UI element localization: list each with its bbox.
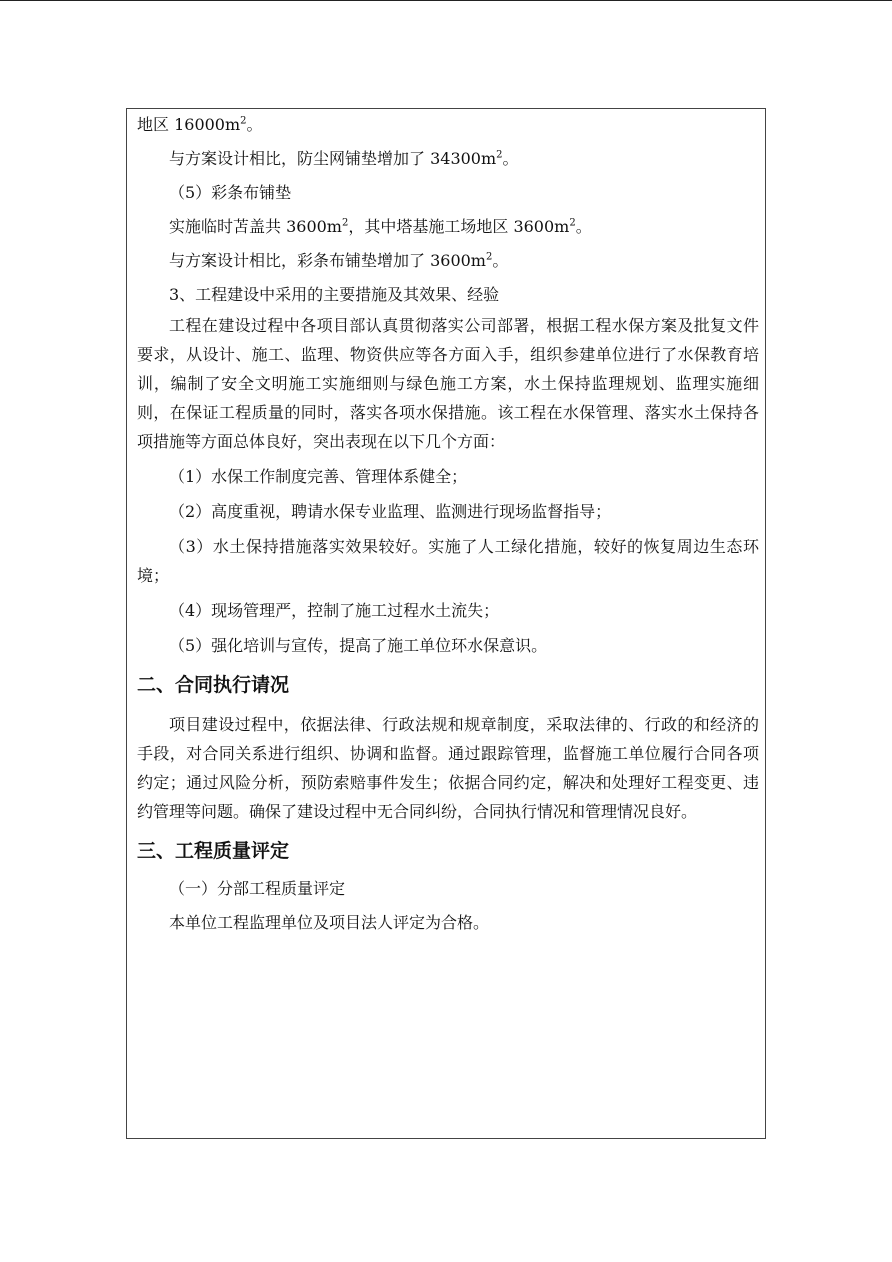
- text-line-dust-net-increase: 与方案设计相比，防尘网铺垫增加了 $34300m^2$。: [169, 149, 519, 168]
- text-line-tarp-increase: 与方案设计相比，彩条布铺垫增加了 $3600m^2$。: [169, 251, 509, 270]
- list-item-1: （1）水保工作制度完善、管理体系健全；: [169, 467, 468, 486]
- text-line-section-3: 3、工程建设中采用的主要措施及其效果、经验: [169, 285, 500, 304]
- list-item-2: （2）高度重视，聘请水保专业监理、监测进行现场监督指导；: [169, 502, 612, 521]
- paragraph-measures: 工程在建设过程中各项目部认真贯彻落实公司部署，根据工程水保方案及批复文件要求，从设计、施工、监理、物资供应等各方面入手，组织参建单位进行了水保教育培训，编制了安全文明施工实施细则与绿色施工方案，水土保持监理规划、监理实施细则，在保证工程质量的同时，落实各项水保措施。该工程在水保管理、落实水土保持各项措施等方面总体良好，突出表现在以下几个方面：: [137, 316, 759, 451]
- list-item-3: （3）水土保持措施落实效果较好。实施了人工绿化措施，较好的恢复周边生态环境；: [137, 537, 759, 585]
- section-heading-quality: 三、工程质量评定: [137, 840, 290, 862]
- document-body: [137, 114, 759, 934]
- list-item-5: （5）强化培训与宣传，提高了施工单位环水保意识。: [169, 636, 548, 655]
- subheading-subsection-quality: （一）分部工程质量评定: [169, 879, 346, 898]
- text-line-area-16000: 地区 $16000m^2$。: [137, 115, 263, 134]
- text-line-quality-result: 本单位工程监理单位及项目法人评定为合格。: [169, 913, 490, 932]
- page-top-rule: [0, 0, 892, 1]
- paragraph-contract: 项目建设过程中，依据法律、行政法规和规章制度，采取法律的、行政的和经济的手段，对合同关系进行组织、协调和监督。通过跟踪管理，监督施工单位履行合同各项约定；通过风险分析，预防索赔事件发生；依据合同约定，解决和处理好工程变更、违约管理等问题。确保了建设过程中无合同纠纷，合同执行情况和管理情况良好。: [137, 715, 759, 821]
- text-line-temp-cover: 实施临时苫盖共 $3600m^2$，其中塔基施工场地区 $3600m^2$。: [169, 217, 592, 236]
- section-heading-contract: 二、合同执行请况: [137, 674, 290, 696]
- text-line-section-5: （5）彩条布铺垫: [169, 183, 292, 202]
- list-item-4: （4）现场管理严，控制了施工过程水土流失；: [169, 601, 500, 620]
